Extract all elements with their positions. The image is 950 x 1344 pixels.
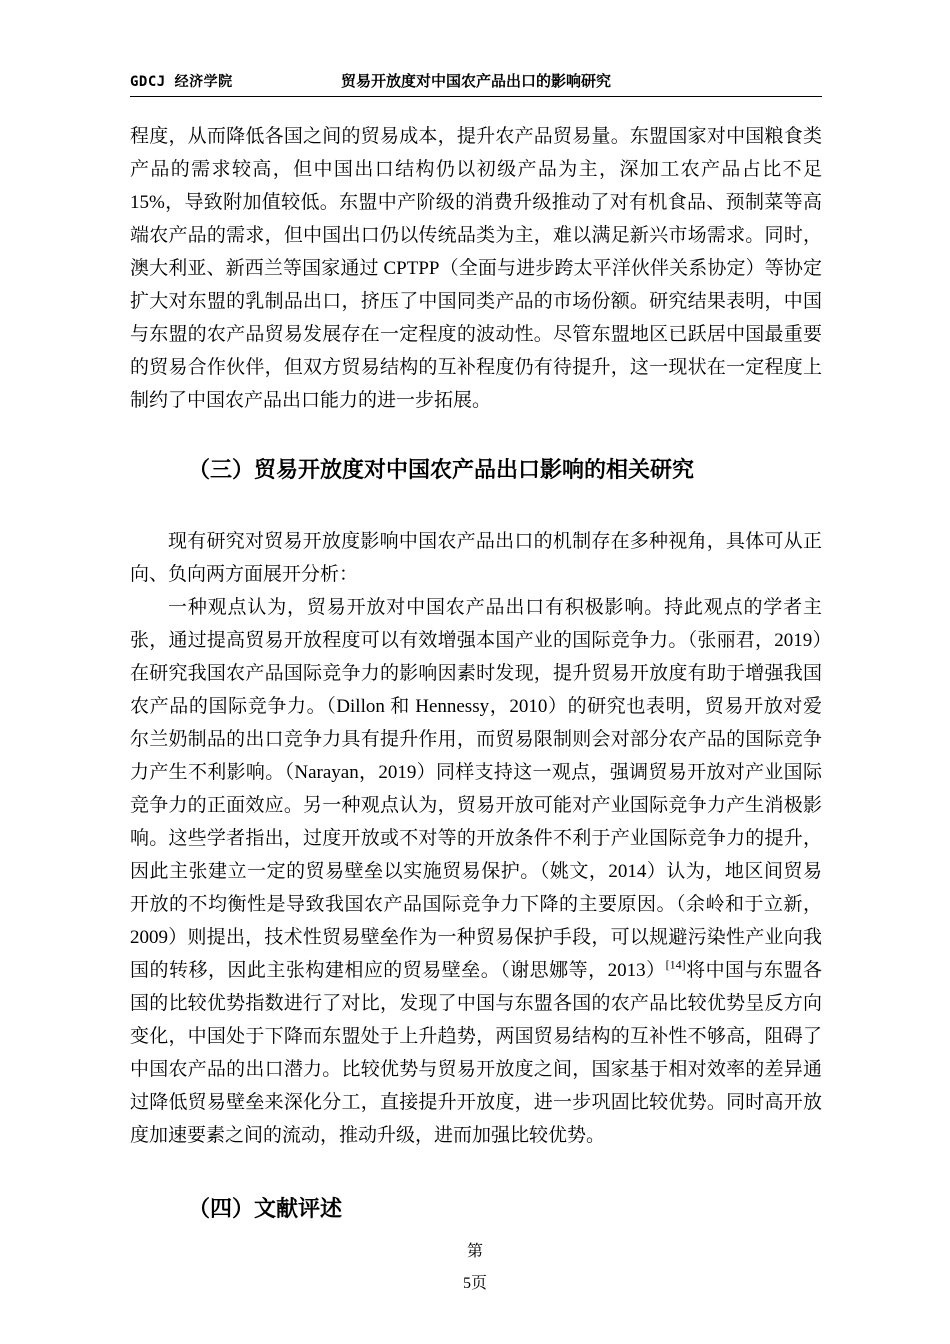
section-heading-three: （三）贸易开放度对中国农产品出口影响的相关研究 [188,457,695,482]
footer-page-number: 5页 [462,1275,487,1292]
paragraph-main-text-after-citation: 将中国与东盟各国的比较优势指数进行了对比，发现了中国与东盟各国的农产品比较优势呈反方向变化，中国处于下降而东盟处于上升趋势，两国贸易结构的互补性不够高，阻碍了中国农产品的出口潜力。比较优势与贸易开放度之间，国家基于相对效率的差异通过降低贸易壁垒来深化分工，直接提升开放度，进一步巩固比较优势。同时高开放度加速要素之间的流动，推动升级，进而加强比较优势。 [130,960,822,1146]
header-institution-label: GDCJ 经济学院 [130,74,233,90]
section-heading-four: （四）文献评述 [188,1196,343,1221]
paragraph-continuation: 程度，从而降低各国之间的贸易成本，提升农产品贸易量。东盟国家对中国粮食类产品的需求较高，但中国出口结构仍以初级产品为主，深加工农产品占比不足 15%，导致附加值较低。东盟中产阶级的消费升级推动了对有机食品、预制菜等高端农产品的需求，但中国出口仍以传统品类为主，难以满足新兴市场需求。同时，澳大利亚、新西兰等国家通过 CPTPP（全面与进步跨太平洋伙伴关系协定）等协定扩大对东盟的乳制品出口，挤压了中国同类产品的市场份额。研究结果表明，中国与东盟的农产品贸易发展存在一定程度的波动性。尽管东盟地区已跃居中国最重要的贸易合作伙伴，但双方贸易结构的互补程度仍有待提升，这一现状在一定程度上制约了中国农产品出口能力的进一步拓展。 [130,126,822,411]
header-document-title: 贸易开放度对中国农产品出口的影响研究 [340,74,611,90]
paragraph-overview: 现有研究对贸易开放度影响中国农产品出口的机制存在多种视角，具体可从正向、负向两方面展开分析： [130,531,822,585]
paragraph-main [130,591,822,1152]
page-footer [0,1236,950,1300]
paragraph-main-text-before-citation: 一种观点认为，贸易开放对中国农产品出口有积极影响。持此观点的学者主张，通过提高贸易开放程度可以有效增强本国产业的国际竞争力。（张丽君，2019）在研究我国农产品国际竞争力的影响因素时发现，提升贸易开放度有助于增强我国农产品的国际竞争力。（Dillon 和 Hennessy，2010）的研究也表明，贸易开放对爱尔兰奶制品的出口竞争力具有提升作用，而贸易限制则会对部分农产品的国际竞争力产生不利影响。（Narayan，2019）同样支持这一观点，强调贸易开放对产业国际竞争力的正面效应。另一种观点认为，贸易开放可能对产业国际竞争力产生消极影响。这些学者指出，过度开放或不对等的开放条件不利于产业国际竞争力的提升，因此主张建立一定的贸易壁垒以实施贸易保护。（姚文，2014）认为，地区间贸易开放的不均衡性是导致我国农产品国际竞争力下降的主要原因。（余岭和于立新，2009）则提出，技术性贸易壁垒作为一种贸易保护手段，可以规避污染性产业向我国的转移，因此主张构建相应的贸易壁垒。（谢思娜等，2013） [130,597,822,981]
page-header [130,70,822,97]
citation-superscript-14: [14] [665,957,686,972]
footer-page-prefix: 第 [466,1243,483,1260]
document-body [130,120,822,1224]
